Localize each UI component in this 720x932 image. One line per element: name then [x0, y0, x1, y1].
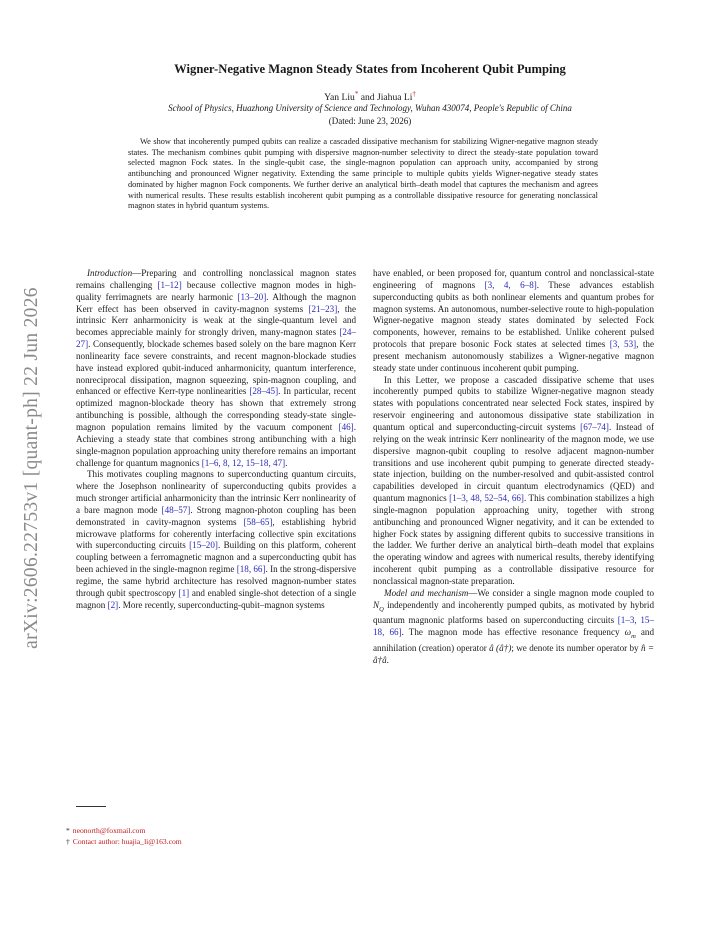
footnotes — [66, 825, 182, 847]
math-symbol: N — [373, 599, 380, 610]
body-text: . In the strong-dispersive regime, the same hybrid architecture has resolved magnon-number states through qubit spectroscopy — [76, 564, 356, 598]
citation-link[interactable]: [48–57] — [161, 504, 191, 515]
continued-paragraph — [373, 268, 654, 375]
body-text: have enabled, or been proposed for, quantum control and nonclassical-state engineering of magnons — [373, 268, 654, 290]
right-column — [373, 268, 654, 666]
citation-link[interactable]: [18, 66] — [236, 564, 266, 575]
citation-link[interactable]: [21–23] — [308, 303, 338, 314]
paper-title: Wigner-Negative Magnon Steady States from Incoherent Qubit Pumping — [174, 62, 566, 76]
footnote-mark: † — [66, 837, 70, 846]
section-heading-model: Model and mechanism — [384, 587, 469, 598]
footnote-email-link[interactable]: neonorth@foxmail.com — [72, 826, 146, 835]
letter-overview-paragraph — [373, 375, 654, 588]
body-text: . Although the magnon Kerr effect has been observed in cavity-magnon systems — [76, 291, 356, 314]
arxiv-identifier-text: arXiv:2606.22753v1 [quant-ph] 22 Jun 2026 — [21, 287, 43, 649]
footnote-item — [66, 836, 182, 847]
math-subscript: m — [631, 632, 636, 640]
citation-link[interactable]: [3, 4, 6–8] — [484, 279, 537, 290]
body-text: . Instead of relying on the weak intrinsic Kerr nonlinearity of the magnon mode, we use dispersive magnon-qubit coupling to resolve adjacent magnon-number transitions and use incoherent qubit pumping to generate directed steady-state injection, building on the number-resolved and qubit-assisted control capabilities developed in circuit quantum electrodynamics (QED) and quantum magnonics — [373, 421, 654, 504]
body-text: . Consequently, blockade schemes based solely on the bare magnon Kerr nonlinearity face severe constraints, and recent magnon-blockade studies have instead explored qubit-induced anharmonicity, quantum interference, nonreciprocal dissipation, magnon squeezing, spin-magnon coupling, and enhanced or effective Kerr-type nonlinearities — [76, 339, 356, 397]
affiliation: School of Physics, Huazhong University of Science and Technology, Wuhan 430074, People's Republic of China — [168, 103, 572, 113]
math-symbol: ω — [624, 627, 632, 638]
intro-paragraph — [76, 268, 356, 469]
citation-link[interactable]: [1–3, 48, 52–54, 66] — [449, 493, 524, 504]
math-symbol: â (â†) — [489, 642, 512, 653]
section-heading-introduction: Introduction — [87, 268, 133, 278]
body-text: . These advances establish superconducting qubits as both nonlinear elements and quantum probes for magnon systems. An autonomous, number-selective route to high-population Wigner-negative magnon steady states dominated by selected Fock components, however, remains to be established. Unlike coherent pulsed protocols that prepare bosonic Fock states at selected times — [373, 279, 655, 350]
author-list — [60, 90, 680, 103]
body-text: , the intrinsic Kerr anharmonicity is weak at the single-quantum level and becomes appreciable mainly for strongly driven, many-magnon states — [76, 303, 356, 338]
citation-link[interactable]: [24–27] — [76, 327, 356, 350]
heading-dash: — — [132, 268, 142, 278]
body-text: . Achieving a steady state that combines strong antibunching with a high single-magnon population approaching unity therefore remains an important challenge for quantum magnonics — [76, 421, 356, 468]
citation-link[interactable]: [2] — [107, 599, 119, 610]
citation-link[interactable]: [1–12] — [157, 279, 182, 290]
citation-link[interactable]: [15–20] — [189, 540, 218, 551]
body-text: ; we denote its number operator by — [511, 642, 641, 653]
body-text: . More recently, superconducting-qubit–magnon systems — [118, 599, 325, 610]
motivation-paragraph — [76, 469, 356, 611]
footnote-divider — [76, 806, 106, 807]
author-separator: and — [360, 92, 375, 104]
author-footnote-mark[interactable]: * — [354, 90, 359, 98]
math-subscript: Q — [379, 605, 384, 613]
footnote-mark: * — [66, 826, 70, 835]
citation-link[interactable]: [3, 53] — [609, 339, 637, 350]
body-text: This motivates coupling magnons to superconducting quantum circuits, where the Josephson nonlinearity of superconducting qubits provides a much stronger artificial anharmonicity than the intrinsic Kerr nonlinearity of a bare magnon mode — [76, 469, 356, 515]
body-text: , establishing hybrid microwave platforms for coherently interfacing collective spin excitations with superconducting circuits — [76, 516, 356, 551]
citation-link[interactable]: [1–3, 15–18, 66] — [373, 615, 654, 638]
footnote-item — [66, 825, 182, 836]
heading-dash: — — [468, 587, 478, 598]
model-paragraph — [373, 588, 654, 667]
left-column — [76, 268, 356, 611]
body-text: . In particular, recent optimized magnon-blockade theory has shown that extremely strong antibunching is possible, although the corresponding steady-state single-magnon population remains limited by the vacuum component — [76, 386, 356, 432]
arxiv-identifier-stamp — [12, 248, 52, 688]
footnote-contact-link[interactable]: Contact author: huajia_li@163.com — [72, 837, 182, 846]
date-line: (Dated: June 23, 2026) — [328, 116, 412, 126]
body-text: because collective magnon modes in high-quality ferrimagnets are nearly harmonic — [76, 279, 356, 302]
citation-link[interactable]: [28–45] — [249, 386, 279, 397]
body-text: . — [386, 654, 389, 665]
math-symbol: n̂ = â†â — [373, 642, 654, 665]
body-text: . Building on this platform, coherent coupling between a ferromagnetic magnon and a superconducting qubit has been achieved in the single-magnon regime — [76, 540, 356, 575]
citation-link[interactable]: [58–65] — [243, 516, 273, 527]
body-text: . Strong magnon-photon coupling has been demonstrated in cavity-magnon systems — [76, 504, 357, 527]
body-text: . This combination stabilizes a high single-magnon population approaching unity, together with strong antibunching and pronounced Wigner negativity, and it can be extended to higher Fock states by assigning different qubits to successive transitions in the ladder. We further derive an analytical birth–death model that explains the operating window and agrees with numerical results, thereby identifying incoherent qubit pumping as a controllable dissipative resource for nonclassical magnon-state preparation. — [373, 493, 654, 586]
citation-link[interactable]: [1] — [178, 587, 190, 598]
citation-link[interactable]: [46] — [338, 421, 354, 432]
body-text: Preparing and controlling nonclassical magnon states remains challenging — [76, 268, 356, 290]
body-text: . The magnon mode has effective resonance frequency — [401, 627, 625, 638]
body-text: In this Letter, we propose a cascaded dissipative scheme that uses incoherently pumped qubits to stabilize Wigner-negative magnon steady states with populations concentrated near selected Fock states, inspired by reservoir engineering and autonomous dissipative state stabilization in quantum optical and superconducting-circuit systems — [373, 374, 654, 432]
citation-link[interactable]: [1–6, 8, 12, 15–18, 47] — [201, 457, 286, 468]
citation-link[interactable]: [67–74] — [580, 421, 609, 432]
body-text: . — [285, 457, 288, 468]
body-text: and enabled single-shot detection of a single magnon — [76, 587, 356, 610]
author-name: Jiahua Li — [376, 92, 413, 104]
body-text: and annihilation (creation) operator — [373, 627, 654, 653]
author-name: Yan Liu — [324, 92, 355, 104]
author-footnote-mark[interactable]: † — [412, 90, 416, 98]
abstract: We show that incoherently pumped qubits can realize a cascaded dissipative mechanism for stabilizing Wigner-negative magnon steady states. The mechanism combines qubit pumping with dispersive magnon-number selectivity to direct the steady-state population toward selected magnon Fock states. In the single-qubit case, the single-magnon population can approach unity, accompanied by strong antibunching and pronounced Wigner negativity. Extending the same principle to multiple qubits yields Wigner-negative steady states dominated by higher magnon Fock components. We further derive an analytical birth–death model that captures the mechanism and agrees with numerical results. These results establish incoherent qubit pumping as a controllable dissipative resource for generating nonclassical magnon states in hybrid quantum systems. — [128, 137, 598, 211]
body-text: We consider a single magnon mode coupled to — [477, 587, 654, 598]
citation-link[interactable]: [13–20] — [237, 291, 267, 302]
body-text: , the present mechanism autonomously stabilizes a Wigner-negative magnon steady state under continuous incoherent qubit pumping. — [373, 339, 654, 373]
body-text: independently and incoherently pumped qubits, as motivated by hybrid quantum magnonic platforms based on superconducting circuits — [373, 599, 654, 626]
